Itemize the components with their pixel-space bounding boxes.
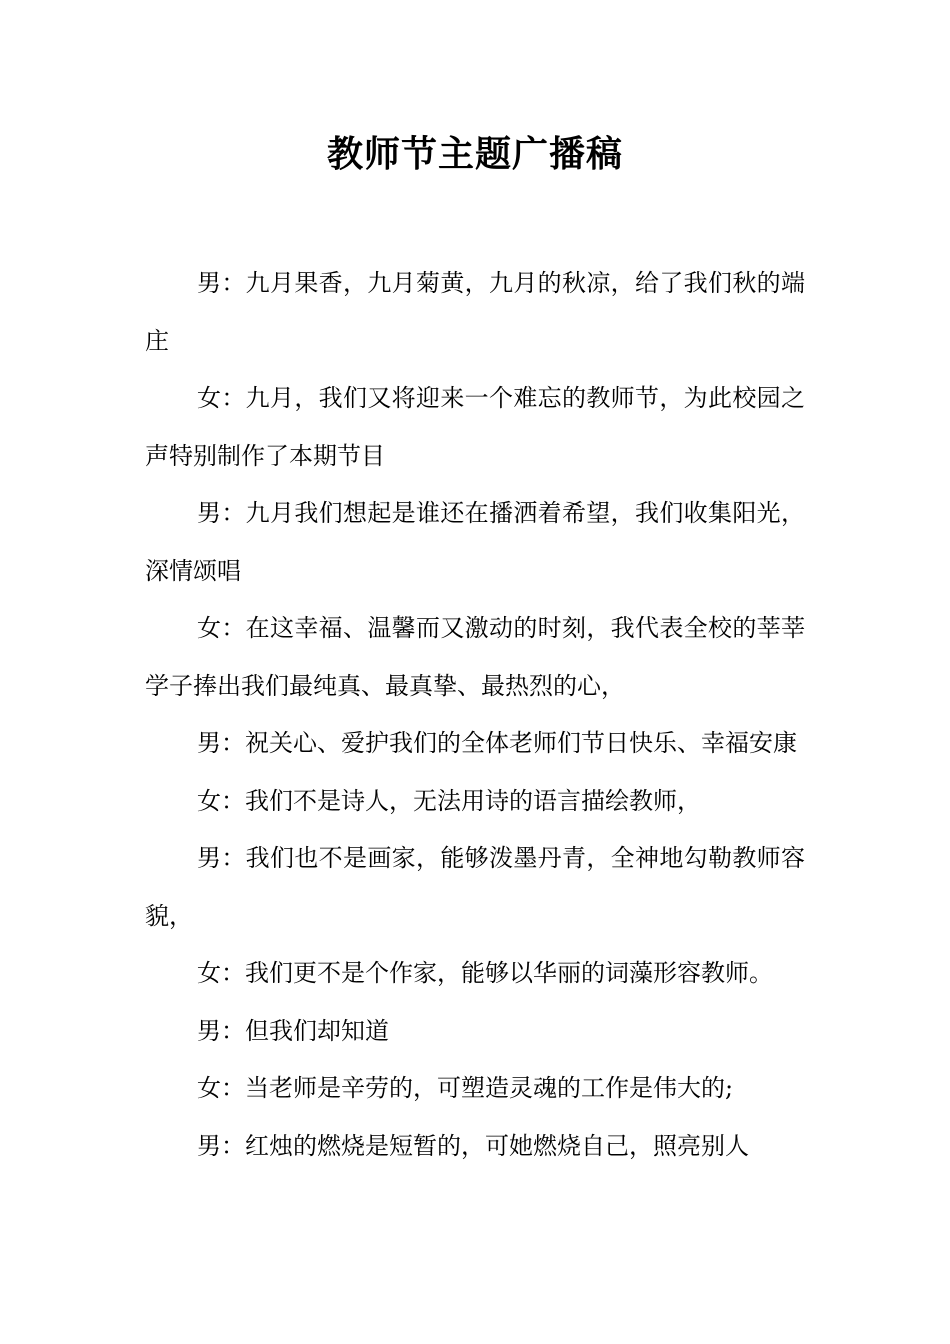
paragraph: 男：但我们却知道	[197, 1016, 389, 1045]
paragraph: 男：我们也不是画家，能够泼墨丹青，全神地勾勒教师容貌，	[145, 844, 805, 930]
paragraph: 男：红烛的燃烧是短暂的，可她燃烧自己，照亮别人	[197, 1131, 749, 1160]
paragraph: 女：当老师是辛劳的，可塑造灵魂的工作是伟大的;	[197, 1074, 734, 1102]
paragraph: 女：我们更不是个作家，能够以华丽的词藻形容教师。	[197, 959, 773, 987]
paragraph: 女：我们不是诗人，无法用诗的语言描绘教师，	[197, 786, 701, 815]
document-title: 教师节主题广播稿	[326, 133, 623, 175]
paragraph: 女：九月，我们又将迎来一个难忘的教师节，为此校园之声特别制作了本期节目	[145, 384, 805, 470]
document-body	[145, 255, 805, 1175]
paragraph: 男：九月我们想起是谁还在播洒着希望，我们收集阳光，深情颂唱	[145, 499, 805, 585]
paragraph: 男：祝关心、爱护我们的全体老师们节日快乐、幸福安康	[197, 729, 797, 757]
paragraph: 男：九月果香，九月菊黄，九月的秋凉，给了我们秋的端庄	[145, 269, 805, 355]
paragraph: 女：在这幸福、温馨而又激动的时刻，我代表全校的莘莘学子捧出我们最纯真、最真挚、最热烈的心，	[145, 614, 805, 700]
